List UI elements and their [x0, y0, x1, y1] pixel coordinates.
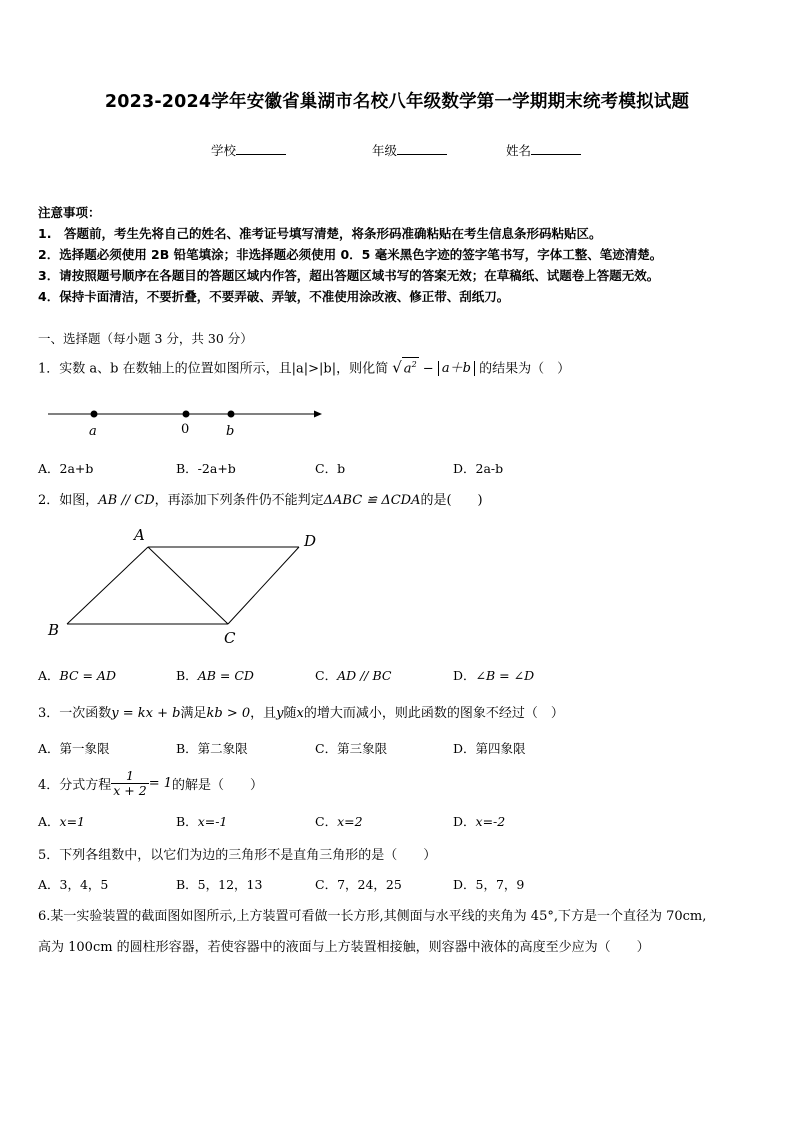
school-label: 学校	[211, 143, 237, 158]
q3-condition: kb > 0	[206, 706, 251, 721]
q3-function: y = kx + b	[111, 706, 181, 721]
q1-option-d[interactable]: D．2a-b	[453, 461, 504, 476]
vertex-b-label: B	[48, 621, 60, 639]
point-a	[91, 411, 98, 418]
vertex-c-label: C	[224, 629, 236, 647]
q5-option-c[interactable]: C．7，24，25	[315, 877, 402, 892]
name-label: 姓名	[506, 143, 532, 158]
arrow-right-icon	[314, 411, 322, 418]
q4-fraction: $\frac{1}{x + 2}$	[113, 767, 147, 798]
name-blank[interactable]	[531, 142, 581, 155]
notice-item-2: 2．选择题必须使用 2B 铅笔填涂；非选择题必须使用 0．5 毫米黑色字迹的签字笔书写，字体工整、笔迹清楚。	[38, 247, 663, 262]
q1-absolute: a＋b	[438, 361, 475, 376]
question-6-line-1: 6.某一实验装置的截面图如图所示,上方装置可看做一长方形,其侧面与水平线的夹角为 45°,下方是一个直径为 70cm,	[38, 909, 707, 924]
question-3: 3．一次函数y = kx + b满足kb > 0，且y随x的增大而减小，则此函数的图象不经过（ ）	[38, 706, 564, 721]
q1-option-a[interactable]: A．2a+b	[38, 461, 94, 476]
school-field[interactable]	[211, 141, 286, 159]
notice-item-4: 4．保持卡面清洁，不要折叠，不要弄破、弄皱，不准使用涂改液、修正带、刮纸刀。	[38, 289, 510, 304]
point-zero	[183, 411, 190, 418]
parallelogram-figure	[40, 523, 330, 648]
q3-option-a[interactable]: A．第一象限	[38, 741, 110, 756]
segment-ac	[148, 547, 228, 624]
q4-option-c[interactable]: C．x=2	[315, 814, 363, 829]
name-field[interactable]	[506, 141, 581, 159]
q4-option-d[interactable]: D．x=-2	[453, 814, 506, 829]
grade-label: 年级	[372, 143, 398, 158]
q2-option-c[interactable]: C．AD // BC	[315, 668, 392, 683]
segment-ba	[67, 547, 148, 624]
number-line-figure	[40, 398, 340, 443]
q1-text-post: 的结果为（ ）	[479, 361, 571, 377]
notice-heading: 注意事项：	[38, 205, 101, 220]
q4-option-a[interactable]: A．x=1	[38, 814, 86, 829]
grade-field[interactable]	[372, 141, 447, 159]
school-blank[interactable]	[236, 142, 286, 155]
segment-dc	[228, 547, 299, 624]
page-title: 2023-2024学年安徽省巢湖市名校八年级数学第一学期期末统考模拟试题	[104, 92, 690, 112]
section-heading: 一、选择题（每小题 3 分，共 30 分）	[38, 331, 253, 346]
q1-option-b[interactable]: B．-2a+b	[176, 461, 236, 476]
q2-congruence: ΔABC ≌ ΔCDA	[323, 493, 421, 508]
q4-option-b[interactable]: B．x=-1	[176, 814, 228, 829]
question-1	[38, 357, 570, 376]
q1-option-c[interactable]: C．b	[315, 461, 346, 476]
q2-condition: AB // CD	[98, 493, 155, 508]
q1-sqrt: √ $a^2$	[392, 358, 417, 377]
q1-minus: −	[422, 361, 434, 377]
q2-option-d[interactable]: D．∠B = ∠D	[453, 668, 535, 683]
q1-text-pre: 1．实数 a、b 在数轴上的位置如图所示，且|a|>|b|，则化简	[38, 361, 389, 377]
vertex-a-label: A	[134, 526, 145, 544]
label-zero: 0	[181, 422, 190, 437]
q2-option-a[interactable]: A．BC = AD	[38, 668, 116, 683]
q3-option-b[interactable]: B．第二象限	[176, 741, 248, 756]
point-b	[228, 411, 235, 418]
q2-text-pre: 2．如图，	[38, 493, 99, 508]
notice-item-3: 3．请按照题号顺序在各题目的答题区域内作答，超出答题区域书写的答案无效；在草稿纸、试题卷上答题无效。	[38, 268, 660, 283]
q5-option-d[interactable]: D．5，7，9	[453, 877, 525, 892]
q5-option-b[interactable]: B．5，12，13	[176, 877, 263, 892]
question-4: 4．分式方程 $\frac{1}{x + 2}$ = 1 的解是（ ）	[38, 767, 264, 798]
question-5: 5．下列各组数中，以它们为边的三角形不是直角三角形的是（ ）	[38, 848, 437, 863]
label-b: b	[226, 424, 235, 439]
notice-item-1: 1. 答题前，考生先将自己的姓名、准考证号填写清楚，将条形码准确粘贴在考生信息条形码粘贴区。	[38, 226, 602, 241]
q2-text-post: 的是( )	[420, 493, 483, 508]
question-2	[38, 489, 483, 508]
grade-blank[interactable]	[397, 142, 447, 155]
q2-text-mid: ，再添加下列条件仍不能判定	[154, 493, 324, 508]
label-a: a	[89, 424, 97, 439]
question-6-line-2: 高为 100cm 的圆柱形容器，若使容器中的液面与上方装置相接触，则容器中液体的高度至少应为（ ）	[38, 940, 650, 955]
q5-option-a[interactable]: A．3，4，5	[38, 877, 109, 892]
q3-option-c[interactable]: C．第三象限	[315, 741, 388, 756]
q3-option-d[interactable]: D．第四象限	[453, 741, 526, 756]
vertex-d-label: D	[304, 532, 317, 550]
q2-option-b[interactable]: B．AB = CD	[176, 668, 254, 683]
